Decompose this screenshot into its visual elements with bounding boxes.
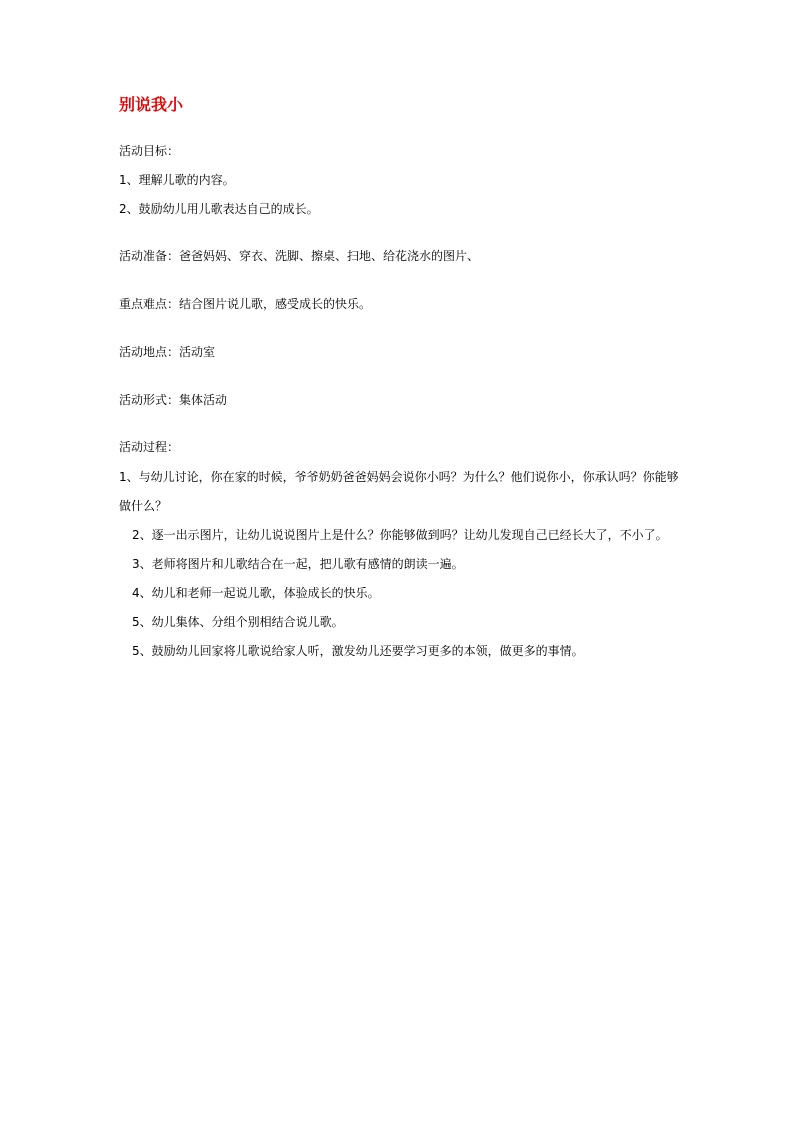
form-text: 活动形式：集体活动 — [119, 393, 228, 407]
process-step-5a: 5、幼儿集体、分组个别相结合说儿歌。 — [132, 615, 344, 629]
process-step-2: 2、逐一出示图片，让幼儿说说图片上是什么？你能够做到吗？让幼儿发现自己已经长大了，不小了。 — [132, 528, 668, 542]
goals-heading: 活动目标： — [119, 144, 180, 158]
process-step-3: 3、老师将图片和儿歌结合在一起，把儿歌有感情的朗读一遍。 — [132, 557, 464, 571]
document-title: 别说我小 — [119, 95, 184, 114]
process-step-1-line-b: 做什么？ — [119, 499, 168, 513]
preparation-text: 活动准备：爸爸妈妈、穿衣、洗脚、擦桌、扫地、给花浇水的图片、 — [119, 249, 480, 263]
goal-item-2: 2、鼓励幼儿用儿歌表达自己的成长。 — [119, 202, 319, 216]
key-points-text: 重点难点：结合图片说儿歌，感受成长的快乐。 — [119, 297, 372, 311]
goal-item-1: 1、理解儿歌的内容。 — [119, 173, 235, 187]
location-text: 活动地点：活动室 — [119, 345, 216, 359]
process-step-5b: 5、鼓励幼儿回家将儿歌说给家人听，激发幼儿还要学习更多的本领，做更多的事情。 — [132, 644, 584, 658]
process-heading: 活动过程： — [119, 440, 180, 454]
process-step-1-line-a: 1、与幼儿讨论，你在家的时候，爷爷奶奶爸爸妈妈会说你小吗？为什么？他们说你小，你承认吗？你能够 — [119, 470, 679, 484]
process-step-4: 4、幼儿和老师一起说儿歌，体验成长的快乐。 — [132, 586, 380, 600]
